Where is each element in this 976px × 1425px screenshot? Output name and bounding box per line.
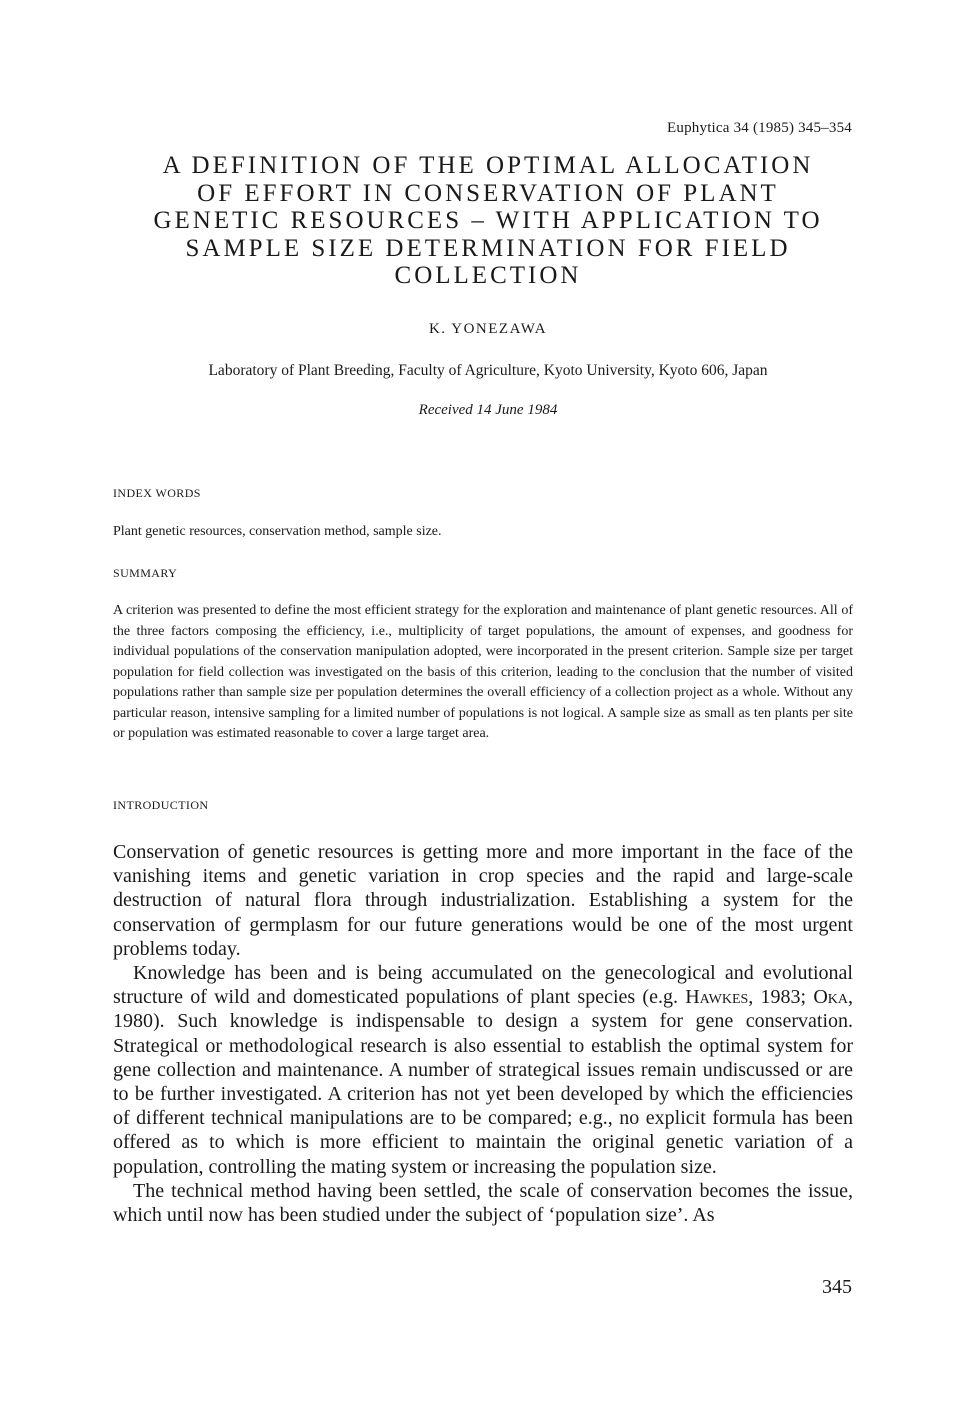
citation-author: Hawkes xyxy=(685,986,749,1009)
received-date: Received 14 June 1984 xyxy=(418,402,558,418)
summary-heading: SUMMARY xyxy=(113,566,178,580)
summary-text: A criterion was presented to define the most efficient strategy for the exploration and maintenance of plant genetic resources. All of the three factors composing the efficiency, i.e., multiplicity of target populations, the amount of expenses, and goodness for individual populations of the conservation manipulation adopted, were incorporated in the present criterion. Sample size per target population for field collection was investigated on the basis of this criterion, leading to the conclusion that the number of visited populations rather than sample size per population determines the overall efficiency of a collection project as a whole. Without any particular reason, intensive sampling for a limited number of populations is not logical. A sample size as small as ten plants per site or population was estimated reasonable to cover a large target area. xyxy=(113,603,853,741)
intro-paragraph-3: The technical method having been settled, the scale of conservation becomes the issue, which until now has been studied under the subject of ‘population size’. As xyxy=(113,1179,853,1227)
index-words-heading: INDEX WORDS xyxy=(113,486,201,500)
citation-author: Oka xyxy=(813,986,848,1009)
title-line: GENETIC RESOURCES – WITH APPLICATION TO xyxy=(153,207,823,234)
citation-year: , 1983; xyxy=(748,986,807,1009)
title-line: SAMPLE SIZE DETERMINATION FOR FIELD xyxy=(185,234,791,262)
article-title xyxy=(100,152,876,290)
author: K. YONEZAWA xyxy=(428,321,548,337)
introduction-body xyxy=(113,840,853,1227)
intro-paragraph-1: Conservation of genetic resources is getting more and more important in the face of the vanishing items and genetic variation in crop species and the rapid and large-scale destruction of natural flora through industrialization. Establishing a system for the conservation of germplasm for our future generations would be one of the most urgent problems today. xyxy=(113,841,853,960)
index-words-text: Plant genetic resources, conservation method, sample size. xyxy=(113,524,442,539)
title-line: A DEFINITION OF THE OPTIMAL ALLOCATION xyxy=(162,152,814,179)
affiliation: Laboratory of Plant Breeding, Faculty of Agriculture, Kyoto University, Kyoto 606, Japan xyxy=(208,362,768,379)
page-number: 345 xyxy=(822,1276,852,1298)
intro-paragraph-2 xyxy=(113,961,853,1179)
title-line: COLLECTION xyxy=(394,262,582,289)
title-line: OF EFFORT IN CONSERVATION OF PLANT xyxy=(197,179,779,207)
introduction-heading: INTRODUCTION xyxy=(113,798,209,812)
intro-p2-text: , 1980). Such knowledge is indispensable to design a system for gene conservation. Strategical or methodological research is also essential to establish the optimal system for gene collection and maintenance. A number of strategical issues remain undiscussed or are to be further investigated. A criterion has not yet been developed by which the efficiencies of different technical manipulations are to be compared; e.g., no explicit formula has been offered as to which is more efficient to maintain the original genetic variation of a population, controlling the mating system or increasing the population size. xyxy=(113,986,853,1178)
intro-p2-text: Knowledge has been and is being accumulated on the genecological and evolutional structure of wild and domesticated populations of plant species (e.g. xyxy=(113,962,853,1009)
journal-reference: Euphytica 34 (1985) 345–354 xyxy=(667,120,852,136)
